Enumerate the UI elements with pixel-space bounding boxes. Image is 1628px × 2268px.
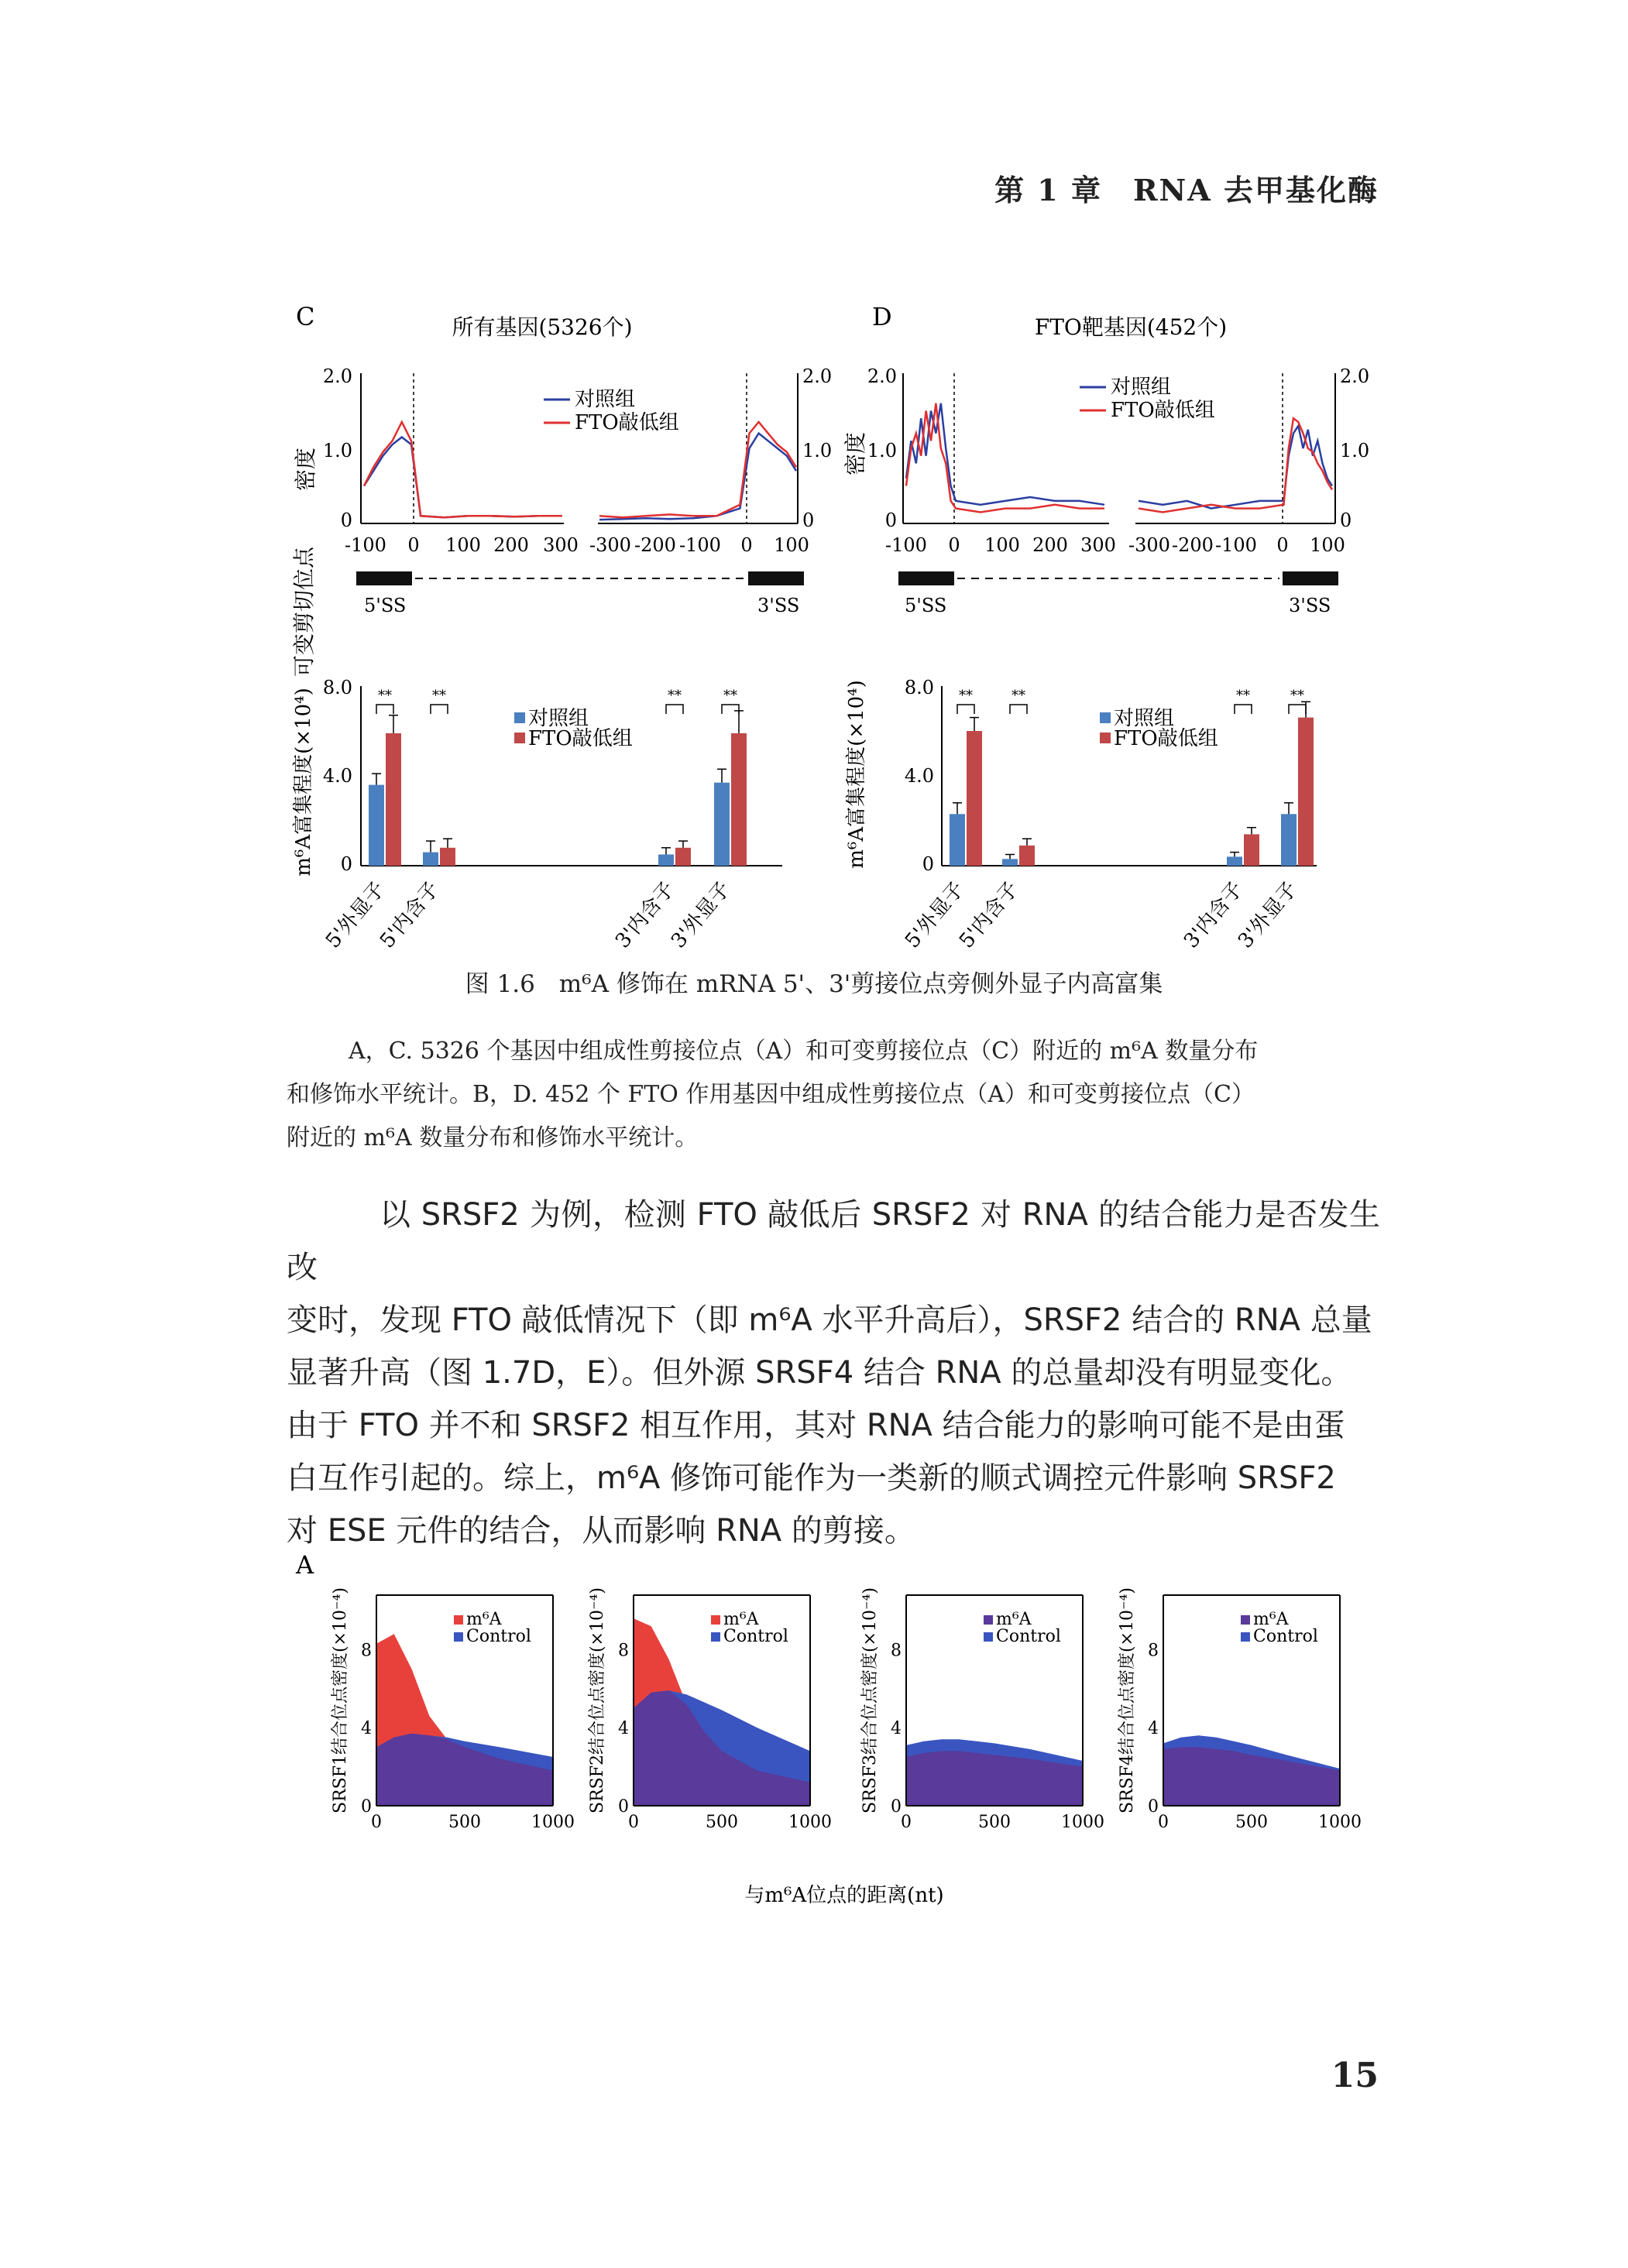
significance-mark: **: [432, 688, 446, 704]
d-3ss-box: [1283, 571, 1338, 585]
control-series-line: [1139, 426, 1332, 509]
control-bar: [369, 785, 384, 866]
d-xtick: 200: [1032, 534, 1068, 556]
fa-ytick: 0: [618, 1797, 629, 1817]
c-bar-ytick: 4.0: [322, 765, 352, 787]
c-ytick: 0: [340, 510, 352, 531]
d-bar-legend-fto: FTO敲低组: [1114, 727, 1218, 750]
d-5ss-label: 5'SS: [905, 595, 947, 616]
fa-legend-swatch: [454, 1632, 463, 1642]
fa-ylabel: SRSF2结合位点密度(×10⁻⁴): [588, 1587, 607, 1813]
d-ytick: 1.0: [867, 440, 897, 461]
panel-d-title: FTO靶基因(452个): [1034, 314, 1228, 340]
c-xtick: 200: [493, 534, 529, 556]
d-ytick: 0: [884, 510, 897, 531]
panel-d: [843, 302, 1369, 952]
overlap-area: [1163, 1747, 1340, 1806]
c-ytick-right: 0: [802, 510, 815, 531]
significance-mark: **: [1236, 688, 1250, 704]
fa-xtick: 0: [628, 1813, 639, 1832]
fa-ylabel: SRSF4结合位点密度(×10⁻⁴): [1118, 1587, 1137, 1813]
fa-ytick: 4: [1148, 1719, 1159, 1739]
fa-legend-swatch: [984, 1615, 993, 1625]
c-xtick: 100: [774, 534, 809, 556]
fa-ytick: 4: [618, 1719, 629, 1739]
fa-legend-swatch: [454, 1615, 463, 1625]
c-left-lines: [364, 422, 562, 517]
c-5ss-box: [356, 571, 412, 585]
c-xtick: -200: [634, 534, 676, 556]
fa-legend-control: Control: [1253, 1627, 1318, 1646]
c-cat: 3'内含子: [611, 877, 680, 953]
body-line: 以 SRSF2 为例，检测 FTO 敲低后 SRSF2 对 RNA 的结合能力是否发生改: [287, 1197, 1380, 1285]
fto-series-line: [364, 422, 562, 517]
fto-bar: [1298, 718, 1314, 866]
control-series-line: [364, 437, 562, 518]
c-xtick: 0: [407, 534, 420, 556]
caption-note-line: 附近的 m⁶A 数量分布和修饰水平统计。: [287, 1124, 699, 1151]
significance-bracket: [376, 705, 393, 714]
fa-legend-swatch: [711, 1632, 720, 1642]
control-series-line: [906, 403, 1104, 505]
d-bar-legend-control: 对照组: [1114, 707, 1175, 730]
caption-notes: [287, 1030, 1379, 1160]
significance-bracket: [957, 705, 974, 714]
d-legend-fto: FTO敲低组: [1111, 399, 1215, 422]
c-right-lines: [599, 422, 796, 520]
d-ytick: 2.0: [867, 365, 897, 387]
c-bar-ytick: 8.0: [322, 677, 352, 698]
fa-legend-swatch: [984, 1632, 993, 1642]
control-bar: [1227, 856, 1242, 866]
figure-a-letter: A: [296, 1550, 314, 1580]
fa-xtick: 500: [978, 1813, 1011, 1832]
panel-d-letter: D: [872, 302, 892, 331]
control-series-line: [599, 434, 796, 520]
fa-ytick: 8: [891, 1641, 902, 1661]
fto-bar: [1019, 846, 1035, 866]
c-xtick: -100: [679, 534, 721, 556]
d-3ss-label: 3'SS: [1289, 595, 1331, 616]
body-line: 显著升高（图 1.7D，E）。但外源 SRSF4 结合 RNA 的总量却没有明显变化。: [287, 1355, 1352, 1391]
fto-series-line: [599, 422, 796, 517]
d-xtick: -100: [885, 534, 927, 556]
d-left-lines: [906, 403, 1104, 513]
fto-series-line: [1139, 418, 1332, 512]
c-5ss-label: 5'SS: [364, 595, 407, 616]
significance-bracket: [1289, 705, 1306, 714]
fa-ytick: 4: [891, 1719, 902, 1739]
fa-ytick: 8: [618, 1641, 629, 1661]
fa-xtick: 0: [901, 1813, 912, 1832]
significance-bracket: [722, 705, 739, 714]
body-line: 白互作引起的。综上，m⁶A 修饰可能作为一类新的顺式调控元件影响 SRSF2: [287, 1460, 1336, 1496]
significance-mark: **: [723, 688, 737, 704]
fto-bar: [967, 731, 982, 866]
c-cat: 5'外显子: [321, 877, 390, 953]
d-cat: 3'内含子: [1180, 877, 1248, 953]
fa-ylabel: SRSF3结合位点密度(×10⁻⁴): [860, 1587, 880, 1813]
c-legend-control: 对照组: [575, 388, 636, 411]
fto-bar: [440, 848, 455, 866]
fa-xtick: 0: [371, 1813, 382, 1832]
c-xtick: -300: [589, 534, 631, 556]
control-bar: [1002, 859, 1018, 866]
c-3ss-label: 3'SS: [757, 595, 800, 616]
d-xtick: 300: [1080, 534, 1116, 556]
c-xtick: -100: [345, 534, 386, 556]
d-bar-ytick: 8.0: [904, 677, 934, 698]
c-3ss-box: [748, 571, 804, 585]
fa-ytick: 8: [361, 1641, 372, 1661]
c-ytick-right: 2.0: [802, 365, 833, 387]
c-cat: 3'外显子: [667, 877, 736, 953]
fto-bar: [1244, 834, 1259, 866]
c-xtick: 300: [543, 534, 579, 556]
d-xtick: -300: [1128, 534, 1170, 556]
fa-legend-swatch: [1241, 1615, 1250, 1625]
c-bar-legend-fto: FTO敲低组: [528, 727, 633, 750]
d-xtick: 0: [948, 534, 960, 556]
fa-xtick: 1000: [788, 1813, 832, 1832]
control-bar: [423, 853, 438, 866]
significance-mark: **: [668, 688, 682, 704]
panel-c-density-label: 密度: [293, 447, 318, 492]
significance-mark: **: [1011, 688, 1025, 704]
fa-legend-control: Control: [723, 1627, 788, 1646]
figure-a: [295, 1550, 1362, 1907]
fa-legend-control: Control: [996, 1627, 1061, 1646]
d-right-lines: [1139, 418, 1332, 512]
c-legend-fto: FTO敲低组: [575, 411, 679, 434]
fa-legend-swatch: [1241, 1632, 1250, 1642]
significance-mark: **: [1290, 688, 1304, 704]
control-bar: [1281, 814, 1297, 866]
d-cat: 5'内含子: [955, 877, 1024, 953]
significance-mark: **: [959, 688, 973, 704]
fa-xtick: 1000: [1061, 1813, 1104, 1832]
panel-c-title: 所有基因(5326个): [452, 314, 633, 340]
significance-bracket: [1235, 705, 1252, 714]
c-xtick: 0: [740, 534, 753, 556]
fa-xtick: 500: [1235, 1813, 1268, 1832]
significance-bracket: [666, 705, 683, 714]
fa-xtick: 1000: [531, 1813, 575, 1832]
body-paragraph: [287, 1189, 1380, 1557]
running-header: 第 1 章 RNA 去甲基化酶: [994, 173, 1379, 208]
panel-c: [291, 302, 832, 952]
significance-bracket: [1010, 705, 1027, 714]
c-bar-ylabel: m⁶A富集程度(×10⁴): [292, 688, 315, 877]
c-cat: 5'内含子: [376, 877, 445, 953]
body-line: 对 ESE 元件的结合，从而影响 RNA 的剪接。: [287, 1513, 915, 1549]
d-ytick-right: 2.0: [1340, 365, 1370, 387]
fto-bar: [386, 733, 401, 866]
fa-ytick: 0: [361, 1797, 372, 1817]
d-bar-ylabel: m⁶A富集程度(×10⁴): [845, 680, 868, 869]
fa-ytick: 0: [1148, 1797, 1159, 1817]
c-xtick: 100: [445, 534, 481, 556]
fa-xtick: 500: [706, 1813, 738, 1832]
figure-caption: 图 1.6 m⁶A 修饰在 mRNA 5'、3'剪接位点旁侧外显子内高富集: [465, 970, 1163, 998]
fa-ytick: 0: [891, 1797, 902, 1817]
d-cat: 3'外显子: [1234, 877, 1303, 953]
control-bar: [950, 814, 965, 866]
body-line: 变时，发现 FTO 敲低情况下（即 m⁶A 水平升高后），SRSF2 结合的 RNA 总量: [287, 1302, 1372, 1338]
fto-bar: [675, 848, 691, 866]
d-xtick: 100: [984, 534, 1020, 556]
fa-xtick: 500: [448, 1813, 481, 1832]
control-bar: [658, 855, 674, 866]
fa-legend-m6a: m⁶A: [723, 1610, 759, 1629]
caption-note-line: 和修饰水平统计。B，D. 452 个 FTO 作用基因中组成性剪接位点（A）和可变剪接位点（C）: [287, 1081, 1255, 1108]
fa-ytick: 8: [1148, 1641, 1159, 1661]
fa-legend-control: Control: [466, 1627, 531, 1646]
fto-bar: [731, 733, 747, 866]
fa-xtick: 1000: [1318, 1813, 1362, 1832]
control-bar: [714, 783, 730, 866]
d-xtick: -200: [1172, 534, 1214, 556]
fa-legend-m6a: m⁶A: [1253, 1610, 1289, 1629]
page-number: 15: [1331, 2056, 1379, 2095]
significance-mark: **: [378, 688, 392, 704]
panel-d-density-label: 密度: [843, 431, 868, 476]
fa-panels: [331, 1587, 1362, 1832]
d-legend-control: 对照组: [1111, 376, 1172, 399]
fa-ytick: 4: [361, 1719, 372, 1739]
d-bar-ytick: 0: [922, 853, 934, 875]
caption-note-line: A，C. 5326 个基因中组成性剪接位点（A）和可变剪接位点（C）附近的 m⁶A 数量分布: [349, 1038, 1259, 1065]
fa-legend-m6a: m⁶A: [996, 1610, 1032, 1629]
d-xtick: -100: [1215, 534, 1257, 556]
fa-xtick: 0: [1158, 1813, 1169, 1832]
body-line: 由于 FTO 并不和 SRSF2 相互作用，其对 RNA 结合能力的影响可能不是由蛋: [287, 1408, 1345, 1443]
figure-a-xlabel: 与m⁶A位点的距离(nt): [744, 1884, 944, 1907]
d-cat: 5'外显子: [901, 877, 970, 953]
d-ytick-right: 1.0: [1340, 440, 1370, 461]
d-ytick-right: 0: [1340, 510, 1352, 531]
fa-legend-swatch: [711, 1615, 720, 1625]
c-ytick-right: 1.0: [802, 440, 833, 461]
c-bar-ytick: 0: [340, 853, 352, 875]
panel-c-alt-splice-label: 可变剪切位点: [291, 546, 317, 678]
c-ytick: 1.0: [322, 440, 352, 461]
panel-c-letter: C: [296, 302, 315, 331]
d-5ss-box: [898, 571, 954, 585]
fto-series-line: [906, 403, 1104, 513]
c-ytick: 2.0: [322, 365, 352, 387]
d-xtick: 0: [1276, 534, 1289, 556]
d-xtick: 100: [1310, 534, 1345, 556]
fa-ylabel: SRSF1结合位点密度(×10⁻⁴): [331, 1587, 350, 1813]
significance-bracket: [431, 705, 448, 714]
c-bar-legend-control: 对照组: [528, 707, 589, 730]
fa-legend-m6a: m⁶A: [466, 1610, 502, 1629]
d-bar-ytick: 4.0: [904, 765, 934, 787]
